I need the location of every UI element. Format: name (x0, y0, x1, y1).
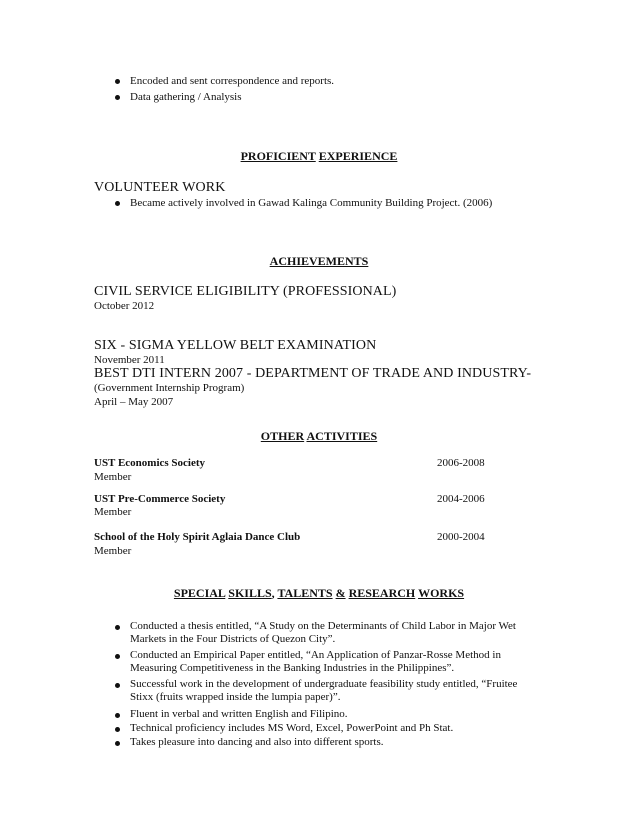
skill-bullet: Successful work in the development of undergraduate feasibility study entitled, “Fruitee Stixx (fruits wrapped inside the lumpia paper)”. (130, 678, 518, 703)
heading-word: RESEARCH (348, 586, 416, 600)
volunteer-work-title: VOLUNTEER WORK (94, 180, 226, 195)
bullet-dot-icon (115, 625, 120, 630)
section-heading-other-activities (0, 429, 638, 444)
bullet-dot-icon (115, 683, 120, 688)
bullet-dot-icon (115, 201, 120, 206)
bullet-dot-icon (115, 95, 120, 100)
activity-org: UST Economics Society (94, 457, 206, 469)
achievement-date: November 2011 (94, 354, 165, 366)
heading-word: SKILLS (228, 586, 272, 600)
heading-word: & (335, 586, 346, 600)
achievement-title: SIX - SIGMA YELLOW BELT EXAMINATION (94, 338, 377, 353)
achievement-subtitle: (Government Internship Program) (94, 382, 245, 394)
heading-word: TALENTS (277, 586, 333, 600)
bullet-dot-icon (115, 713, 120, 718)
skill-bullet: Takes pleasure into dancing and also into different sports. (130, 736, 384, 748)
section-heading-proficient-experience (0, 149, 638, 164)
bullet-dot-icon (115, 741, 120, 746)
volunteer-bullet: Became actively involved in Gawad Kalinga Community Building Project. (2006) (130, 197, 493, 209)
activity-years: 2000-2004 (437, 531, 485, 543)
achievement-title: CIVIL SERVICE ELIGIBILITY (PROFESSIONAL) (94, 284, 397, 299)
heading-punct: , (271, 586, 275, 600)
heading-word: SPECIAL (173, 586, 226, 600)
bullet-dot-icon (115, 654, 120, 659)
achievement-title: BEST DTI INTERN 2007 - DEPARTMENT OF TRADE AND INDUSTRY- (94, 366, 532, 381)
skill-bullet: Technical proficiency includes MS Word, Excel, PowerPoint and Ph Stat. (130, 722, 454, 734)
heading-word: PROFICIENT (240, 149, 316, 163)
section-heading-special-skills (0, 586, 638, 601)
achievement-date: April – May 2007 (94, 396, 174, 408)
bullet-dot-icon (115, 727, 120, 732)
heading-word: ACTIVITIES (306, 429, 378, 443)
section-heading-achievements (0, 254, 638, 269)
heading-word: EXPERIENCE (318, 149, 398, 163)
achievement-date: October 2012 (94, 300, 155, 312)
top-bullet: Data gathering / Analysis (130, 91, 242, 103)
skill-bullet: Conducted an Empirical Paper entitled, “An Application of Panzar-Rosse Method in Measuring Competitiveness in the Banking Industries in the Philippines”. (130, 649, 501, 674)
heading-word: ACHIEVEMENTS (269, 254, 369, 268)
activity-org: UST Pre-Commerce Society (94, 493, 226, 505)
skill-bullet: Conducted a thesis entitled, “A Study on the Determinants of Child Labor in Major Wet Markets in the Four Districts of Quezon City”. (130, 620, 516, 645)
activity-org: School of the Holy Spirit Aglaia Dance Club (94, 531, 301, 543)
activity-years: 2006-2008 (437, 457, 485, 469)
top-bullet: Encoded and sent correspondence and reports. (130, 75, 335, 87)
activity-years: 2004-2006 (437, 493, 485, 505)
activity-role: Member (94, 471, 132, 483)
heading-word: OTHER (260, 429, 305, 443)
skill-bullet: Fluent in verbal and written English and Filipino. (130, 708, 348, 720)
activity-role: Member (94, 545, 132, 557)
bullet-dot-icon (115, 79, 120, 84)
heading-word: WORKS (418, 586, 465, 600)
activity-role: Member (94, 506, 132, 518)
